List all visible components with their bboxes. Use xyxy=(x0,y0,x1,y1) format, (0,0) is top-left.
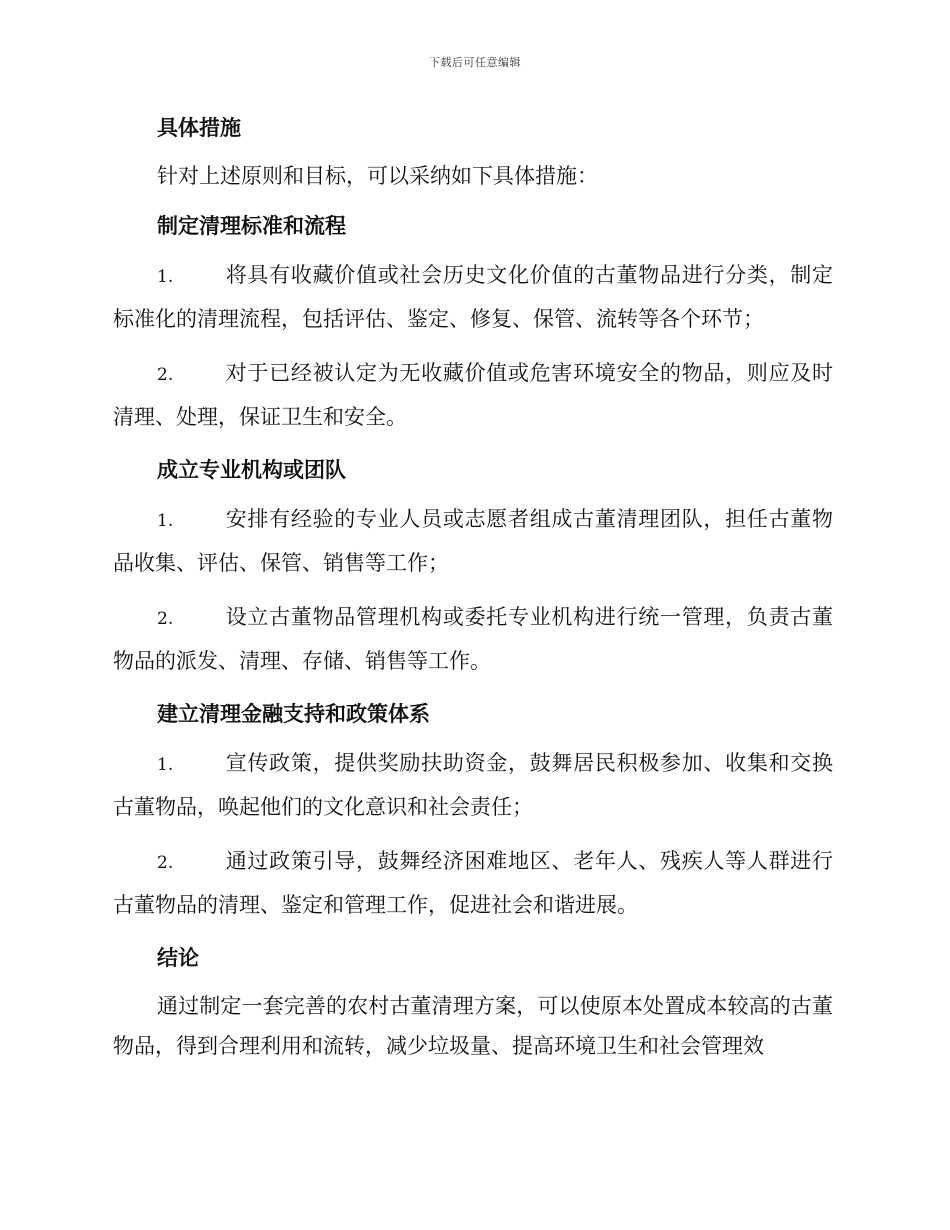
list-item xyxy=(113,840,833,926)
section-heading-conclusion: 结论 xyxy=(157,945,199,970)
section-heading-measures: 具体措施 xyxy=(157,115,241,140)
list-item-number: 2. xyxy=(157,609,174,629)
section-intro-measures: 针对上述原则和目标，可以采纳如下具体措施： xyxy=(157,164,598,188)
list-item xyxy=(113,352,833,438)
list-item xyxy=(113,498,833,584)
section-heading-team: 成立专业机构或团队 xyxy=(157,457,346,482)
list-item-text: 安排有经验的专业人员或志愿者组成古董清理团队，担任古董物品收集、评估、保管、销售等工作； xyxy=(113,507,833,575)
list-item xyxy=(113,742,833,828)
list-item-text: 设立古董物品管理机构或委托专业机构进行统一管理，负责古董物品的派发、清理、存储、销售等工作。 xyxy=(113,605,833,673)
list-item-text: 宣传政策，提供奖励扶助资金，鼓舞居民积极参加、收集和交换古董物品，唤起他们的文化意识和社会责任； xyxy=(113,751,833,819)
page-header-note: 下载后可任意编辑 xyxy=(429,56,521,69)
document-body xyxy=(113,108,833,1076)
list-item-number: 1. xyxy=(157,755,174,775)
list-item xyxy=(113,596,833,682)
list-item-number: 1. xyxy=(157,267,174,287)
list-item-number: 2. xyxy=(157,365,174,385)
list-item-number: 2. xyxy=(157,853,174,873)
list-item-text: 通过政策引导，鼓舞经济困难地区、老年人、残疾人等人群进行古董物品的清理、鉴定和管理工作，促进社会和谐进展。 xyxy=(113,849,833,917)
list-item-text: 对于已经被认定为无收藏价值或危害环境安全的物品，则应及时清理、处理，保证卫生和安全。 xyxy=(113,361,833,429)
list-item-number: 1. xyxy=(157,511,174,531)
list-item-text: 将具有收藏价值或社会历史文化价值的古董物品进行分类，制定标准化的清理流程，包括评估、鉴定、修复、保管、流转等各个环节； xyxy=(113,263,833,331)
list-item xyxy=(113,254,833,340)
section-heading-standards: 制定清理标准和流程 xyxy=(157,213,346,238)
section-intro-conclusion: 通过制定一套完善的农村古董清理方案，可以使原本处置成本较高的古董物品，得到合理利用和流转，减少垃圾量、提高环境卫生和社会管理效 xyxy=(113,994,833,1058)
section-heading-policy: 建立清理金融支持和政策体系 xyxy=(157,701,430,726)
